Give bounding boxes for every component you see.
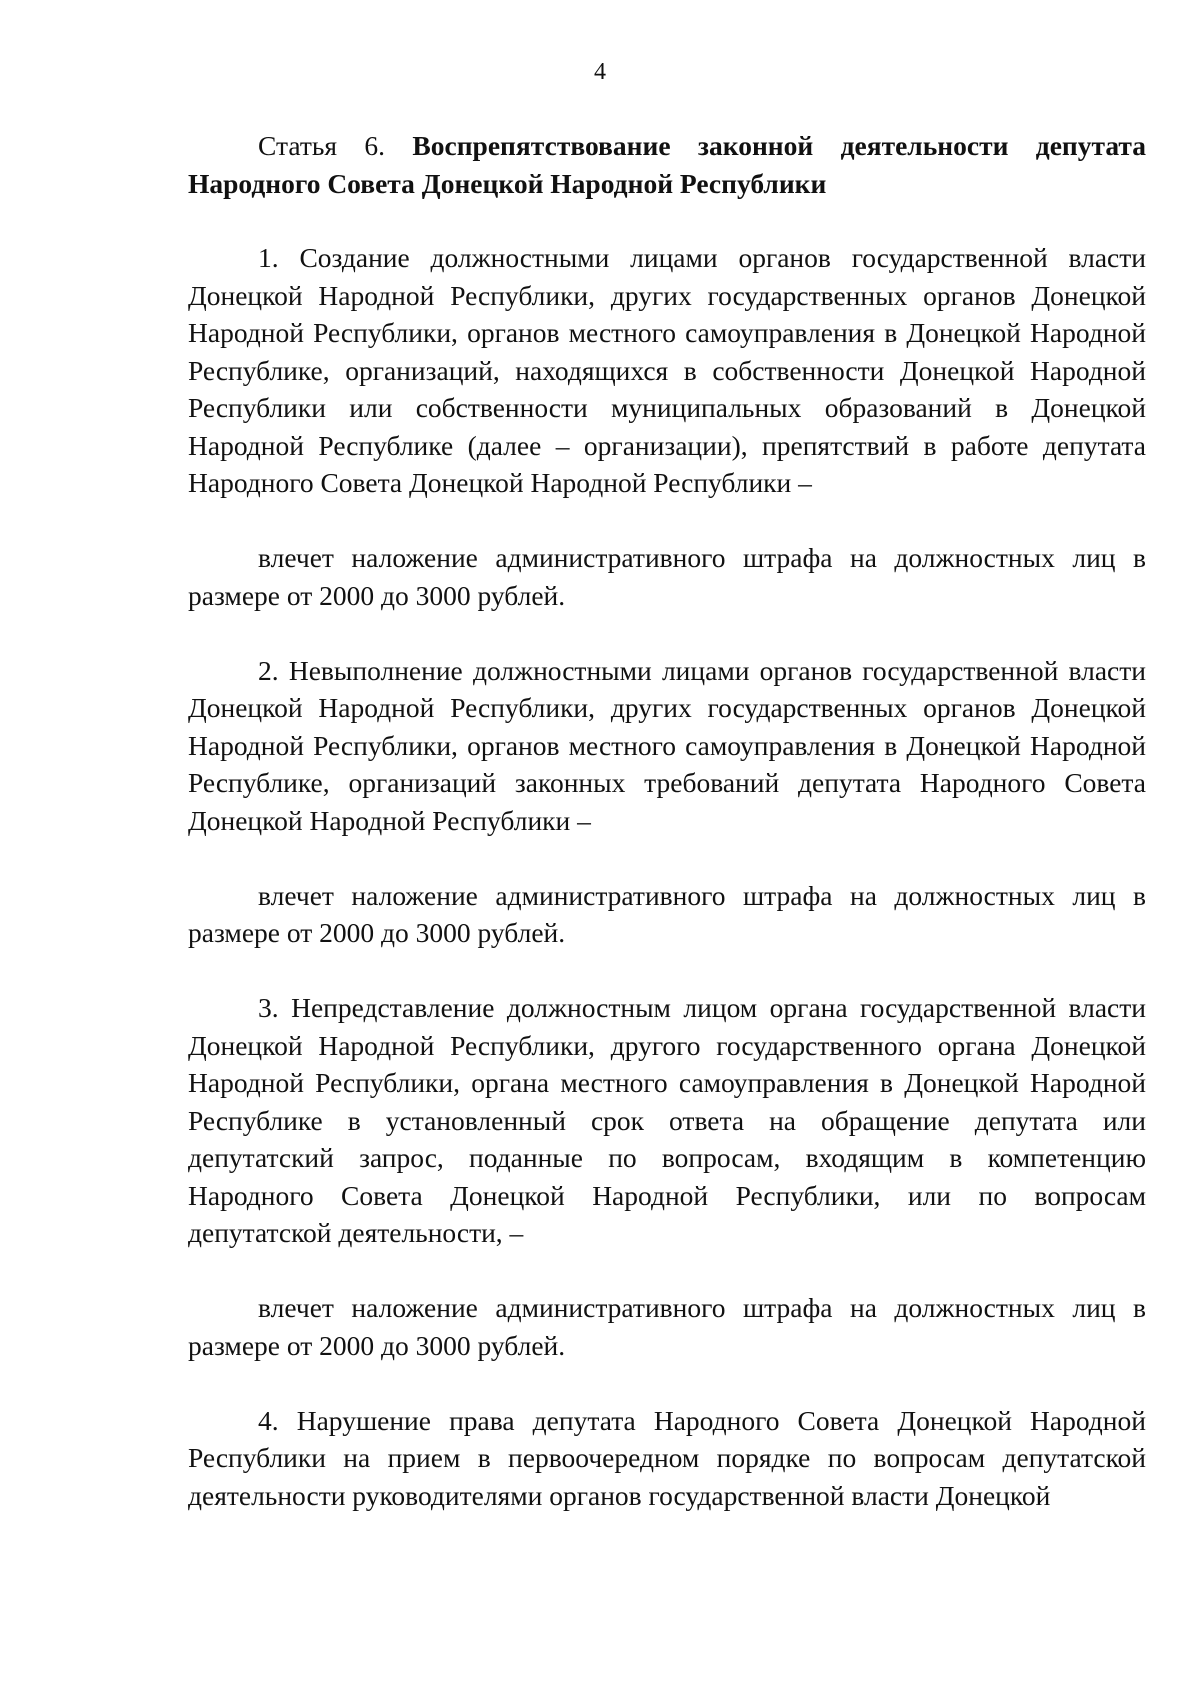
paragraph-3-penalty: влечет наложение административного штрафа на должностных лиц в размере от 2000 до 3000 рублей. [188, 1292, 1146, 1361]
paragraph-1-penalty: влечет наложение административного штрафа на должностных лиц в размере от 2000 до 3000 рублей. [188, 542, 1146, 611]
paragraph-1: 1. Создание должностными лицами органов государственной власти Донецкой Народной Республики, других государственных органов Донецкой Народной Республики, органов местного самоуправления в Донецкой Народной Республике, организаций, находящихся в собственности Донецкой Народной Республики или собственности муниципальных образований в Донецкой Народной Республике (далее – организации), препятствий в работе депутата Народного Совета Донецкой Народной Республики – [188, 242, 1146, 498]
article-title: Воспрепятствование законной деятельности депутата Народного Совета Донецкой Народной Республики [188, 130, 1146, 199]
paragraph-3: 3. Непредставление должностным лицом органа государственной власти Донецкой Народной Республики, другого государственного органа Донецкой Народной Республики, органа местного самоуправления в Донецкой Народной Республике в установленный срок ответа на обращение депутата или депутатский запрос, поданные по вопросам, входящим в компетенцию Народного Совета Донецкой Народной Республики, или по вопросам депутатской деятельности, – [188, 992, 1146, 1248]
paragraph-2: 2. Невыполнение должностными лицами органов государственной власти Донецкой Народной Республики, других государственных органов Донецкой Народной Республики, органов местного самоуправления в Донецкой Народной Республике, организаций законных требований депутата Народного Совета Донецкой Народной Республики – [188, 654, 1146, 836]
article-prefix: Статья 6. [258, 130, 413, 161]
paragraph-2-penalty: влечет наложение административного штрафа на должностных лиц в размере от 2000 до 3000 рублей. [188, 879, 1146, 948]
page-number: 4 [594, 59, 606, 85]
document-body [188, 127, 1146, 1514]
article-heading [188, 127, 1146, 202]
paragraph-4: 4. Нарушение права депутата Народного Совета Донецкой Народной Республики на прием в первоочередном порядке по вопросам депутатской деятельности руководителями органов государственной власти Донецкой [188, 1404, 1146, 1511]
